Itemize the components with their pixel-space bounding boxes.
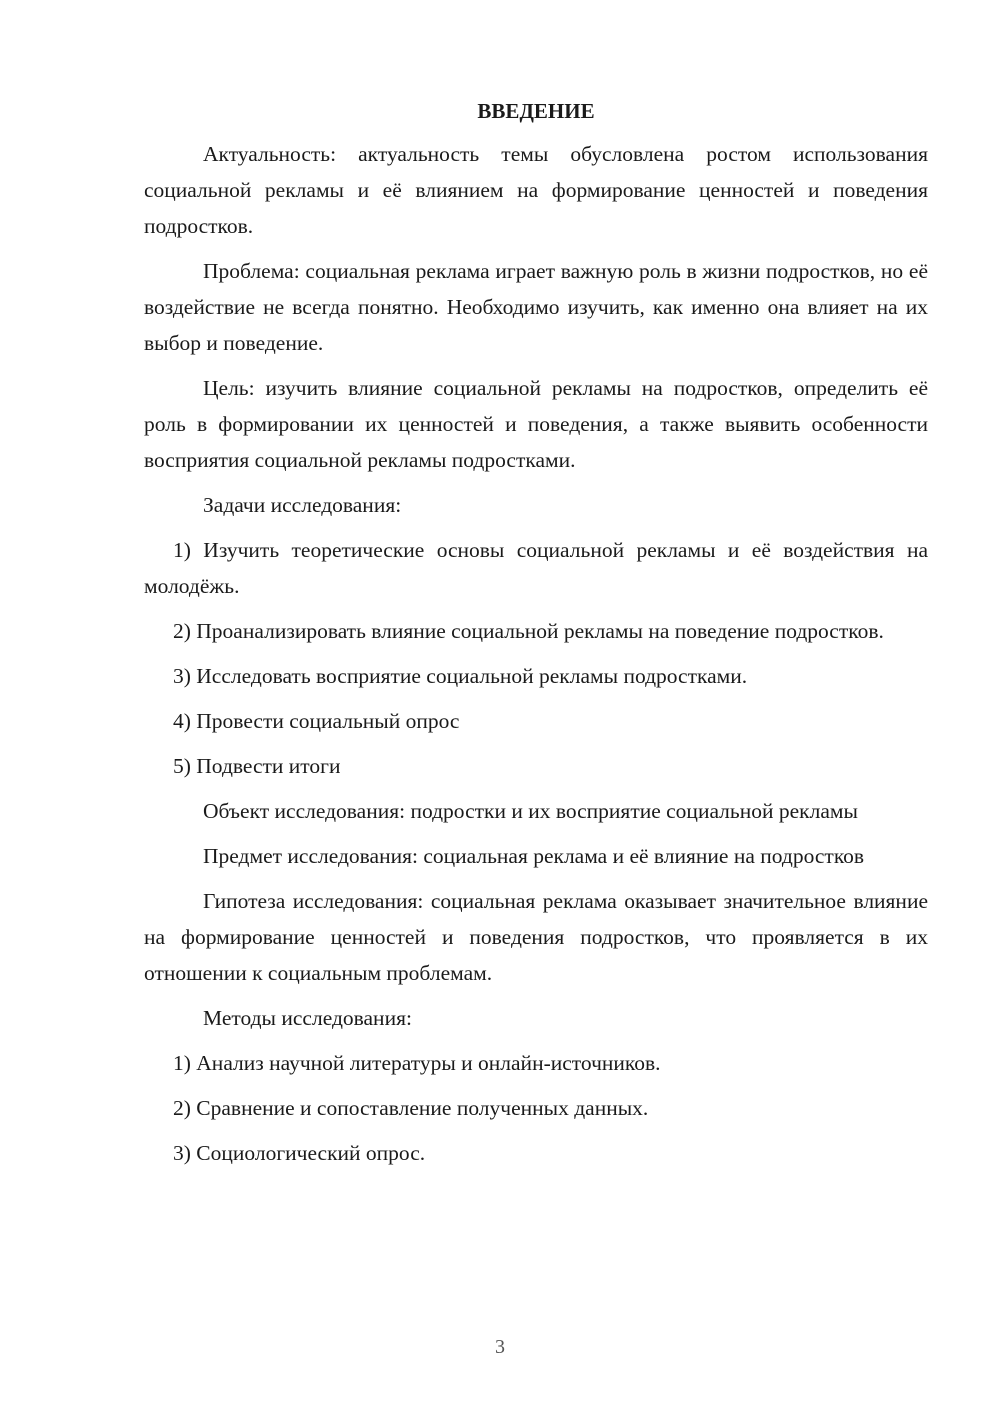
actuality-paragraph: Актуальность: актуальность темы обусловлена ростом использования социальной рекламы и её влиянием на формирование ценностей и поведения подростков.: [144, 142, 928, 238]
object-paragraph: Объект исследования: подростки и их восприятие социальной рекламы: [203, 799, 858, 823]
tasks-heading: Задачи исследования:: [203, 493, 402, 517]
page-content: [144, 93, 928, 1180]
task-item: 3) Исследовать восприятие социальной рекламы подростками.: [173, 664, 748, 688]
page-number: 3: [495, 1336, 505, 1358]
subject-paragraph: Предмет исследования: социальная реклама и её влияние на подростков: [203, 844, 865, 868]
task-item: 2) Проанализировать влияние социальной рекламы на поведение подростков.: [173, 619, 884, 643]
methods-heading: Методы исследования:: [203, 1006, 412, 1030]
method-item: 1) Анализ научной литературы и онлайн-источников.: [173, 1051, 661, 1075]
task-item: 1) Изучить теоретические основы социальной рекламы и её воздействия на молодёжь.: [144, 538, 928, 598]
goal-paragraph: Цель: изучить влияние социальной рекламы на подростков, определить её роль в формировании их ценностей и поведения, а также выявить особенности восприятия социальной рекламы подростками.: [144, 376, 928, 472]
hypothesis-paragraph: Гипотеза исследования: социальная реклама оказывает значительное влияние на формирование ценностей и поведения подростков, что проявляется в их отношении к социальным проблемам.: [144, 889, 928, 985]
page-title: ВВЕДЕНИЕ: [477, 99, 595, 123]
method-item: 2) Сравнение и сопоставление полученных данных.: [173, 1096, 649, 1120]
task-item: 5) Подвести итоги: [173, 754, 341, 778]
method-item: 3) Социологический опрос.: [173, 1141, 426, 1165]
task-item: 4) Провести социальный опрос: [173, 709, 460, 733]
problem-paragraph: Проблема: социальная реклама играет важную роль в жизни подростков, но её воздействие не всегда понятно. Необходимо изучить, как именно она влияет на их выбор и поведение.: [144, 259, 928, 355]
